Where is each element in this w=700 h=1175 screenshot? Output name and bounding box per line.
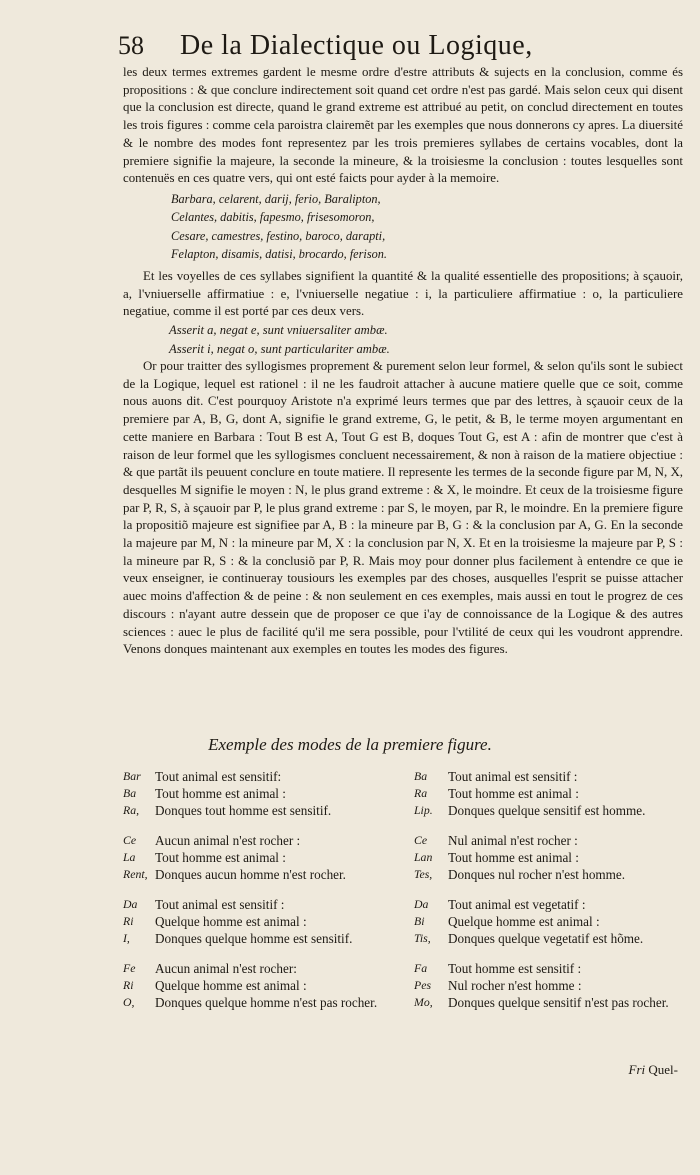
example-text: Quelque homme est animal : [448,914,600,929]
example-line [414,913,683,930]
mode-syllable: Mo, [414,995,433,1009]
page-number: 58 [118,31,144,60]
example-text: Donques quelque homme est sensitif. [155,931,353,946]
vowel-rules [123,321,683,358]
syllogism-example [414,832,683,883]
examples-left-column [123,768,392,1024]
syllogism-example [414,960,683,1011]
mode-syllable: Bar [123,769,141,783]
verse-line: Felapton, disamis, datisi, brocardo, ferison. [171,247,387,262]
mnemonic-verse [171,190,683,264]
example-text: Tout animal est sensitif : [155,897,285,912]
mode-syllable: Rent, [123,867,148,881]
examples-grid [123,768,683,1024]
mode-syllable: Ba [414,769,428,783]
example-line [123,977,392,994]
mode-syllable: Ra [414,786,428,800]
example-line [123,960,392,977]
example-text: Donques nul rocher n'est homme. [448,867,626,882]
paragraph-2: Et les voyelles de ces syllabes signifient la quantité & la qualité essentielle des propositions; à sçauoir, a, l'vniuerselle affirmatiue : e, l'vniuerselle negatiue : i, la particuliere affirmatiue : o, la particuliere negatiue, comme il est porté par ces deux vers. [123,268,683,319]
example-line [123,866,392,883]
example-line [414,785,683,802]
page-header [118,30,678,62]
mode-syllable: Ce [414,833,428,847]
example-text: Tout homme est animal : [155,850,286,865]
verse-line: Celantes, dabitis, fapesmo, frisesomoron, [171,210,375,225]
example-line [123,849,392,866]
mode-syllable: Ra, [123,803,140,817]
mode-syllable: Pes [414,978,432,992]
example-text: Quelque homme est animal : [155,978,307,993]
mode-syllable: Lan [414,850,433,864]
example-text: Donques tout homme est sensitif. [155,803,332,818]
mode-syllable: I, [123,931,130,945]
example-line [414,930,683,947]
example-line [123,832,392,849]
example-text: Quelque homme est animal : [155,914,307,929]
mode-syllable: Fa [414,961,428,975]
syllogism-example [414,768,683,819]
mode-syllable: Ce [123,833,137,847]
example-text: Aucun animal n'est rocher: [155,961,297,976]
example-line [123,802,392,819]
running-title: De la Dialectique ou Logique, [180,30,533,61]
example-text: Donques aucun homme n'est rocher. [155,867,346,882]
example-line [414,896,683,913]
example-line [414,832,683,849]
paragraph-1: les deux termes extremes gardent le mesme ordre d'estre attributs & sujects en la conclusion, comme és propositions : & que conclure indirectement soit quand cet ordre n'est pas gardé. Mais selon ceux qui disent que la conclusion est directe, quand le grand extreme est attribué au petit, on conclud directement en toutes les trois figures : comme cela paroistra clairemẽt par les exemples que nous donnerons cy apres. La diuersité & le nombre des modes font representez par les trois premieres syllabes de certains vocables, dont la premiere signifie la majeure, la seconde la mineure, & la troisiesme la conclusion : toutes lesquelles sont contenuës en ces quatre vers, qui ont esté faicts pour ayder à la memoire. [123,65,683,186]
mode-syllable: Fe [123,961,136,975]
mode-syllable: O, [123,995,135,1009]
example-line [123,994,392,1011]
example-line [414,866,683,883]
example-line [123,768,392,785]
verse-line: Barbara, celarent, darij, ferio, Baralipton, [171,191,381,206]
example-line [123,785,392,802]
example-line [414,768,683,785]
syllogism-example [123,960,392,1011]
mode-syllable: Ri [123,914,134,928]
example-line [414,994,683,1011]
example-line [414,849,683,866]
catchword-word: Quel- [645,1062,678,1077]
rule-line: Asserit i, negat o, sunt particulariter ambæ. [169,341,390,356]
example-text: Nul animal n'est rocher : [448,833,578,848]
example-line [123,896,392,913]
example-text: Donques quelque sensitif est homme. [448,803,646,818]
example-text: Tout animal est sensitif : [448,769,578,784]
syllogism-example [123,896,392,947]
verse-line: Cesare, camestres, festino, baroco, darapti, [171,228,386,243]
catchword [629,1062,678,1078]
example-text: Donques quelque sensitif n'est pas rocher. [448,995,669,1010]
mode-syllable: La [123,850,136,864]
example-text: Donques quelque homme n'est pas rocher. [155,995,378,1010]
mode-syllable: Ri [123,978,134,992]
paragraph-3: Or pour traitter des syllogismes proprement & purement selon leur formel, & selon qu'ils sont le subiect de la Logique, lequel est rationel : il ne les faudroit attacher à aucune matiere quelle que ce soit, comme nous auons dit. C'est pourquoy Aristote n'a exprimé leurs termes que par des lettres, à sçauoir ceux de la premiere par A, B, G, dont A, signifie le grand extreme, G, le petit, & B, le terme moyen argumentant en cette maniere en Barbara : Tout B est A, Tout G est B, doques Tout G, est A : afin de montrer que c'est à raison de leur formel que les syllogismes concluent necessairement, & non à raison de la matiere objectiue : & que partãt ils peuuent conclure en toute matiere. Il represente les termes de la seconde figure par M, N, X, desquelles M signifie le moyen : N, le plus grand extreme : & X, le moindre. Et ceux de la troisiesme figure par P, R, S, à sçauoir par P, le plus grand extreme : par S, le moyen, par R, le moindre. En la premiere figure la propositiõ majeure est signifiee par A, B : la mineure par B, G : & la conclusion par A, G. En la seconde la majeure par M, N : la mineure par M, X : la conclusion par N, X. Et en la troisiesme la majeure par P, S : la mineure par R, S : & la conclusiõ par P, R. Mais moy pour donner plus facilement à entendre ce que ie veux enseigner, ie continueray tousiours les exemples par des choses, ausquelles l'esprit se puisse attacher auec moins d'affection & de peine : & non seulement en ces exemples, mais aussi en tout le progrez de ces discours : n'ayant autre dessein que de proposer ce que i'ay de connoissance de la Logique & des autres sciences : auec le plus de facilité qu'il me sera possible, pour l'vtilité de ceux qui les voudront apprendre. Venons donques maintenant aux exemples en toutes les modes des figures. [123,359,683,657]
example-line [414,960,683,977]
mode-syllable: Lip. [414,803,433,817]
example-text: Tout homme est sensitif : [448,961,582,976]
examples-right-column [414,768,683,1024]
main-text [123,64,683,659]
mode-syllable: Tes, [414,867,433,881]
syllogism-example [123,768,392,819]
example-line [123,913,392,930]
example-text: Tout animal est sensitif: [155,769,282,784]
example-line [414,802,683,819]
mode-syllable: Da [414,897,429,911]
example-text: Tout homme est animal : [155,786,286,801]
syllogism-example [414,896,683,947]
rule-line: Asserit a, negat e, sunt vniuersaliter ambæ. [169,323,388,338]
catchword-syllable: Fri [628,1062,646,1077]
example-line [414,977,683,994]
example-text: Aucun animal n'est rocher : [155,833,301,848]
syllogism-example [123,832,392,883]
example-text: Donques quelque vegetatif est hõme. [448,931,644,946]
example-text: Nul rocher n'est homme : [448,978,582,993]
mode-syllable: Bi [414,914,425,928]
example-text: Tout homme est animal : [448,850,579,865]
section-title: Exemple des modes de la premiere figure. [208,735,492,754]
example-text: Tout homme est animal : [448,786,579,801]
example-text: Tout animal est vegetatif : [448,897,586,912]
mode-syllable: Ba [123,786,137,800]
example-line [123,930,392,947]
mode-syllable: Tis, [414,931,431,945]
mode-syllable: Da [123,897,138,911]
